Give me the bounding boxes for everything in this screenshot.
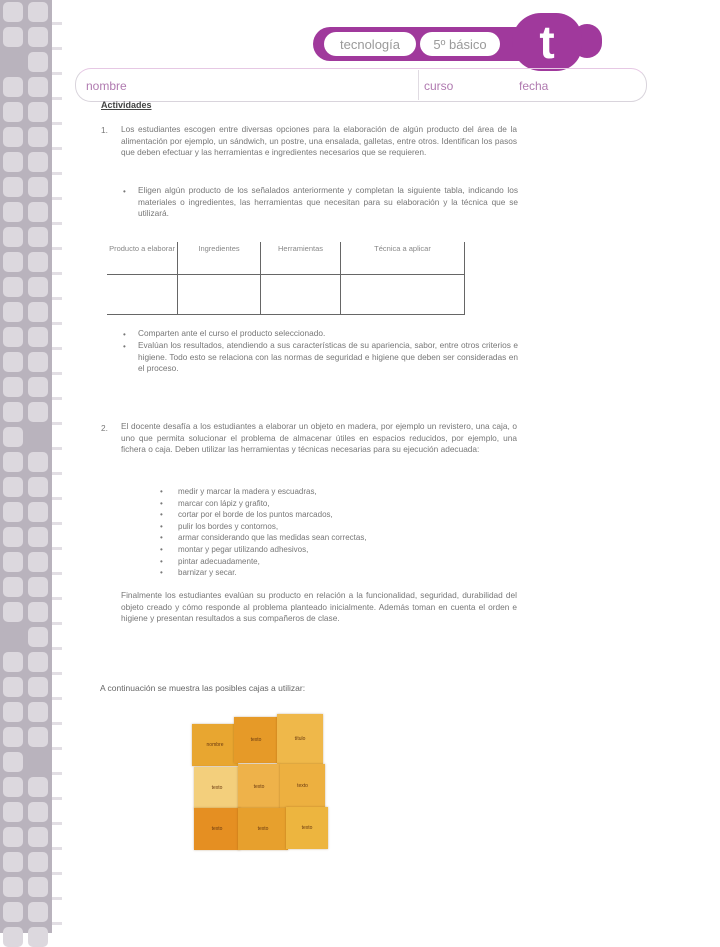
binder-square (28, 252, 48, 272)
table-row (107, 275, 465, 315)
binder-square (3, 677, 23, 697)
binder-square (28, 452, 48, 472)
activity-1-bullet-3: Evalúan los resultados, atendiendo a sus características de su apariencia, sabor, entre otros criterios e higiene. Todo esto se relaciona con las normas de seguridad e higiene que deben ser consideradas en el proceso. (138, 340, 518, 373)
binder-square (28, 477, 48, 497)
box-card: texto (238, 764, 280, 810)
product-table (107, 242, 465, 315)
binder-square (28, 802, 48, 822)
binder-square (28, 52, 48, 72)
binder-square (3, 627, 23, 647)
binder-square (3, 327, 23, 347)
bullet-dot: • (123, 187, 126, 196)
binder-square (3, 552, 23, 572)
student-info-box (75, 68, 647, 102)
binder-square (28, 502, 48, 522)
binder-square (28, 527, 48, 547)
binder-square (28, 652, 48, 672)
list-item: • montar y pegar utilizando adhesivos, (160, 544, 367, 556)
binder-square (28, 352, 48, 372)
list-item: • armar considerando que las medidas sean correctas, (160, 532, 367, 544)
steps-list (160, 486, 367, 579)
binder-square (28, 577, 48, 597)
binder-square (3, 427, 23, 447)
binder-square (3, 927, 23, 947)
binder-square (3, 152, 23, 172)
bullet-dot: • (123, 330, 126, 339)
binder-square (3, 402, 23, 422)
box-card: texto (286, 807, 328, 849)
binder-square (3, 177, 23, 197)
binder-square (28, 77, 48, 97)
binder-square (28, 402, 48, 422)
binder-square (3, 377, 23, 397)
binder-square (28, 627, 48, 647)
box-card: texto (234, 717, 278, 763)
binder-square (28, 102, 48, 122)
binder-square (28, 877, 48, 897)
table-header: Producto a elaborar (107, 242, 178, 275)
table-header: Técnica a aplicar (341, 242, 465, 275)
binder-square (3, 102, 23, 122)
activity-2-closing: Finalmente los estudiantes evalúan su producto en relación a la funcionalidad, seguridad, durabilidad del objeto creado y cómo responde al problema planteado inicialmente. Además toman en cuenta el orden e higiene y presentan resultados a sus compañeros de clase. (121, 590, 517, 623)
info-divider (418, 70, 419, 100)
binder-square (3, 452, 23, 472)
figure-caption: A continuación se muestra las posibles cajas a utilizar: (100, 683, 306, 693)
list-item: • cortar por el borde de los puntos marcados, (160, 509, 367, 521)
subject-pill: tecnología (324, 32, 416, 56)
course-field-label: curso (424, 79, 454, 93)
binder-square (3, 2, 23, 22)
bullet-dot: • (123, 342, 126, 351)
binder-square (3, 52, 23, 72)
binder-square (28, 677, 48, 697)
binder-square (28, 377, 48, 397)
table-header: Herramientas (261, 242, 341, 275)
binder-square (3, 277, 23, 297)
binder-square (28, 302, 48, 322)
binder-square (28, 902, 48, 922)
binder-square (3, 302, 23, 322)
date-field-label: fecha (519, 79, 549, 93)
binder-square (3, 652, 23, 672)
binder-square (3, 527, 23, 547)
section-title: Actividades (101, 100, 152, 110)
binder-square (3, 502, 23, 522)
binder-square (3, 352, 23, 372)
table-cell[interactable] (178, 275, 261, 315)
binder-square (3, 727, 23, 747)
binder-square (3, 702, 23, 722)
table-header: Ingredientes (178, 242, 261, 275)
activity-1-number: 1. (101, 125, 108, 135)
binder-square (28, 852, 48, 872)
binder-square (28, 927, 48, 947)
binder-square (28, 727, 48, 747)
name-field-label: nombre (86, 79, 127, 93)
boxes-image (190, 712, 330, 852)
binder-square (3, 777, 23, 797)
box-card: texto (194, 767, 240, 809)
binder-square (28, 277, 48, 297)
list-item: • barnizar y secar. (160, 567, 367, 579)
box-card: texto (280, 764, 325, 808)
activity-1-text: Los estudiantes escogen entre diversas opciones para la elaboración de algún producto del área de la alimentación por ejemplo, un sándwich, un postre, una ensalada, galletas, entre otros. Identifican los pasos que deben efectuar y las herramientas e ingredientes necesarios que se requieren. (121, 124, 517, 157)
binder-square (3, 852, 23, 872)
binder-square (3, 802, 23, 822)
binder-square (3, 227, 23, 247)
list-item: • marcar con lápiz y grafito, (160, 498, 367, 510)
binder-square (28, 2, 48, 22)
logo-icon: t (512, 13, 582, 71)
binder-square (3, 602, 23, 622)
binder-square (28, 152, 48, 172)
activity-1-bullet-2: Comparten ante el curso el producto seleccionado. (138, 328, 326, 338)
box-card: nombre (192, 724, 238, 766)
grade-pill: 5º básico (420, 32, 500, 56)
table-cell[interactable] (261, 275, 341, 315)
binder-square (3, 202, 23, 222)
list-item: • pintar adecuadamente, (160, 556, 367, 568)
box-card: texto (194, 808, 240, 850)
binder-square (28, 702, 48, 722)
binder-square (28, 777, 48, 797)
binder-square (3, 127, 23, 147)
activity-1-bullet-1: Eligen algún producto de los señalados anteriormente y completan la siguiente tabla, indicando los materiales o ingredientes, las herramientas que necesitan para su elaboración y la técnica que se utilizará. (138, 185, 518, 218)
binder-square (28, 177, 48, 197)
table-cell[interactable] (341, 275, 465, 315)
binder-square (3, 752, 23, 772)
box-card: título (277, 714, 323, 764)
binder-edge (52, 0, 62, 933)
binder-square (28, 602, 48, 622)
box-card: texto (238, 808, 288, 850)
binder-square (3, 877, 23, 897)
binder-square (28, 127, 48, 147)
list-item: • medir y marcar la madera y escuadras, (160, 486, 367, 498)
binder-square (3, 27, 23, 47)
binder-square (3, 827, 23, 847)
binder-square (3, 252, 23, 272)
binder-border (0, 0, 52, 933)
binder-square (28, 227, 48, 247)
activity-2-number: 2. (101, 423, 108, 433)
binder-square (28, 827, 48, 847)
binder-square (3, 902, 23, 922)
binder-square (28, 427, 48, 447)
list-item: • pulir los bordes y contornos, (160, 521, 367, 533)
activity-2-text: El docente desafía a los estudiantes a elaborar un objeto en madera, por ejemplo un revistero, una caja, o uno que permita solucionar el problema de almacenar útiles en espacios reducidos, por ejemplo, una fichera o caja. Deben utilizar las herramientas y técnicas necesarias para su ejecución adecuada: (121, 421, 517, 454)
binder-square (28, 752, 48, 772)
binder-square (28, 327, 48, 347)
table-cell[interactable] (107, 275, 178, 315)
binder-square (28, 552, 48, 572)
binder-square (3, 477, 23, 497)
binder-square (28, 27, 48, 47)
binder-square (28, 202, 48, 222)
binder-square (3, 77, 23, 97)
binder-square (3, 577, 23, 597)
